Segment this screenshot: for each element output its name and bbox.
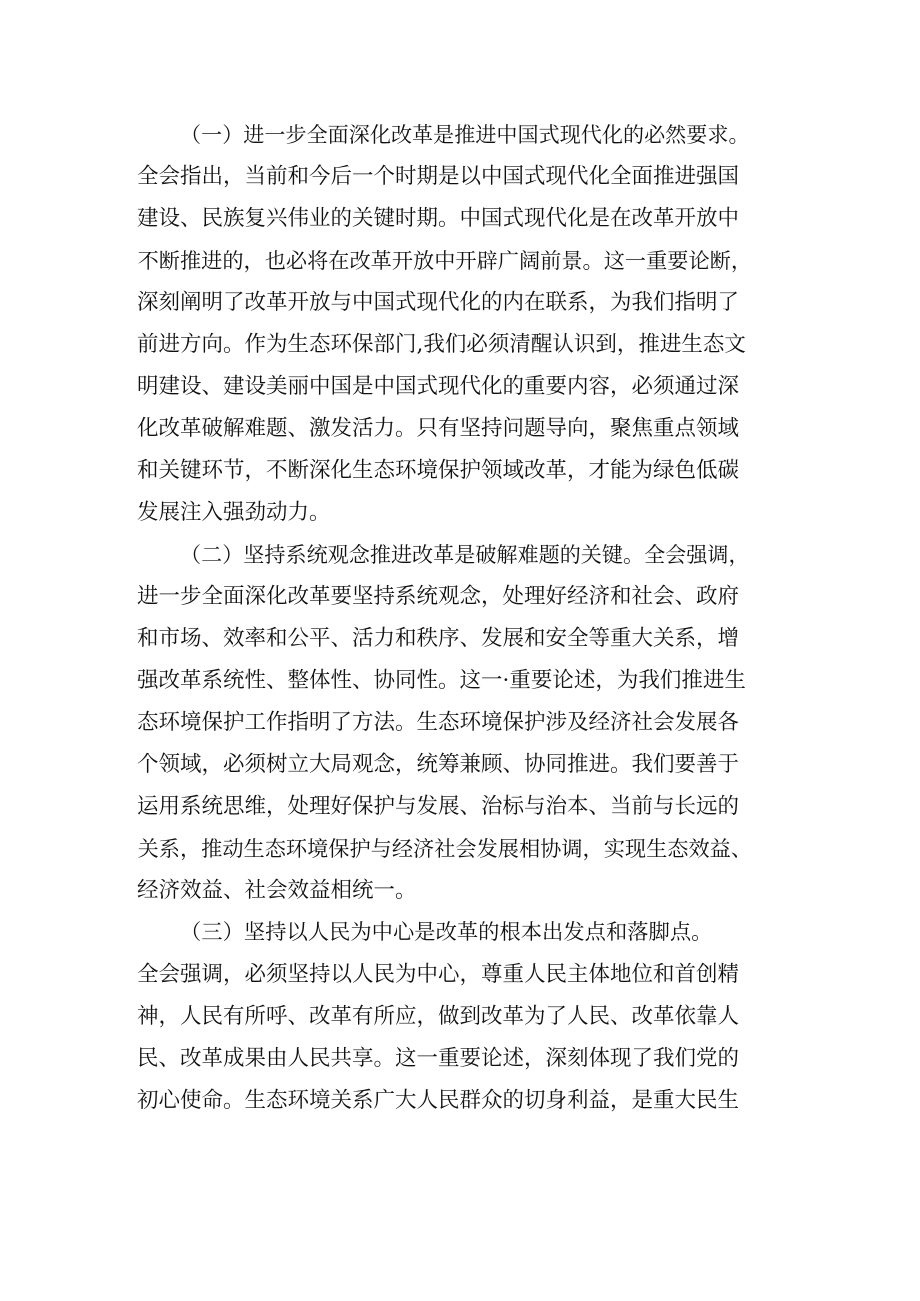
paragraph-2	[134, 534, 794, 912]
text-line: 和关键环节，不断深化生态环境保护领域改革，才能为绿色低碳	[137, 458, 740, 483]
text-line: 民、改革成果由人民共享。这一重要论述，深刻体现了我们党的	[137, 1046, 740, 1071]
text-line: 全会指出，当前和今后一个时期是以中国式现代化全面推进强国	[137, 164, 740, 189]
text-line: 经济效益、社会效益相统一。	[137, 878, 417, 903]
text-line: 初心使命。生态环境关系广大人民群众的切身利益，是重大民生	[137, 1088, 740, 1113]
text-line: 明建设、建设美丽中国是中国式现代化的重要内容，必须通过深	[137, 374, 740, 399]
text-line: 强改革系统性、整体性、协同性。这一·重要论述，为我们推进生	[137, 668, 746, 693]
document-body	[134, 114, 794, 1122]
text-line: 不断推进的，也必将在改革开放中开辟广阔前景。这一重要论断，	[137, 248, 753, 273]
text-line: 神，人民有所呼、改革有所应，做到改革为了人民、改革依靠人	[137, 1004, 740, 1029]
text-line: 运用系统思维，处理好保护与发展、治标与治本、当前与长远的	[137, 794, 740, 819]
text-line: （三）坚持以人民为中心是改革的根本出发点和落脚点。	[180, 920, 713, 945]
text-line: 关系，推动生态环境保护与经济社会发展相协调，实现生态效益、	[137, 836, 753, 861]
text-line: 建设、民族复兴伟业的关键时期。中国式现代化是在改革开放中	[137, 206, 740, 231]
text-line: 前进方向。作为生态环保部门,我们必须清醒认识到，推进生态文	[137, 332, 746, 357]
text-line: 和市场、效率和公平、活力和秩序、发展和安全等重大关系，增	[137, 626, 740, 651]
text-line: 化改革破解难题、激发活力。只有坚持问题导向，聚焦重点领域	[137, 416, 740, 441]
text-line: 进一步全面深化改革要坚持系统观念，处理好经济和社会、政府	[137, 584, 740, 609]
text-line: （二）坚持系统观念推进改革是破解难题的关键。全会强调，	[180, 542, 750, 567]
text-line: 发展注入强劲动力。	[137, 500, 331, 525]
text-line: （一）进一步全面深化改革是推进中国式现代化的必然要求。	[180, 122, 750, 147]
text-line: 态环境保护工作指明了方法。生态环境保护涉及经济社会发展各	[137, 710, 740, 735]
text-line: 全会强调，必须坚持以人民为中心，尊重人民主体地位和首创精	[137, 962, 740, 987]
text-line: 深刻阐明了改革开放与中国式现代化的内在联系，为我们指明了	[137, 290, 740, 315]
paragraph-1	[134, 114, 794, 534]
paragraph-3	[134, 912, 794, 1122]
text-line: 个领域，必须树立大局观念，统筹兼顾、协同推进。我们要善于	[137, 752, 740, 777]
